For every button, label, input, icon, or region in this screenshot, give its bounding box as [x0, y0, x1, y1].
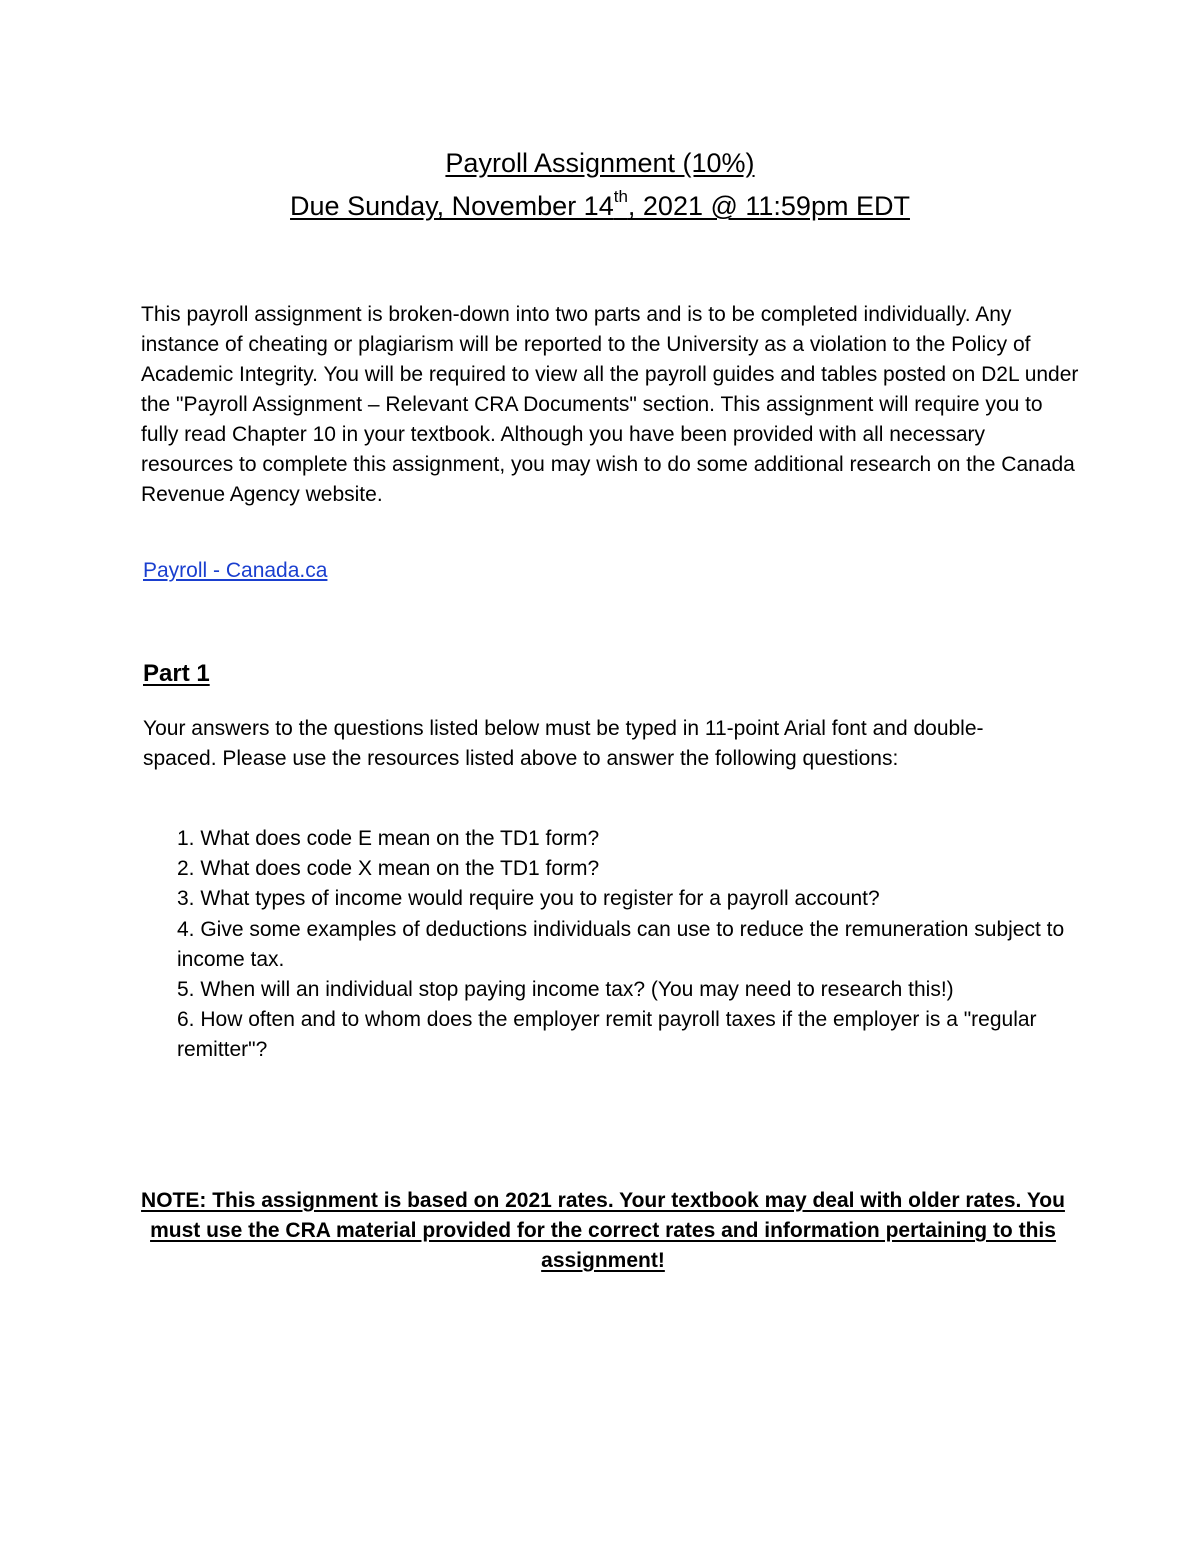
question-list	[177, 824, 1077, 1066]
page-title: Payroll Assignment (10%)	[445, 148, 755, 178]
question-item: 2. What does code X mean on the TD1 form?	[177, 857, 600, 881]
due-date-line	[0, 187, 1200, 222]
part-1-instructions: Your answers to the questions listed below must be typed in 11-point Arial font and double-spaced. Please use the resources listed above to answer the following questions:	[143, 717, 984, 770]
payroll-canada-link[interactable]: Payroll - Canada.ca	[143, 559, 328, 582]
question-item: 6. How often and to whom does the employer remit payroll taxes if the employer is a "regular remitter"?	[177, 1008, 1037, 1062]
question-item: 5. When will an individual stop paying income tax? (You may need to research this!)	[177, 978, 954, 1002]
rates-note: NOTE: This assignment is based on 2021 rates. Your textbook may deal with older rates. You must use the CRA material provided for the correct rates and information pertaining to this assignment!	[141, 1189, 1065, 1272]
part-1-heading: Part 1	[143, 660, 210, 687]
question-item: 1. What does code E mean on the TD1 form?	[177, 827, 600, 850]
question-item: 3. What types of income would require you to register for a payroll account?	[177, 887, 880, 911]
intro-paragraph: This payroll assignment is broken-down into two parts and is to be completed individually. Any instance of cheating or plagiarism will be reported to the University as a violation to the Policy of Academic Integrity. You will be required to view all the payroll guides and tables posted on D2L under the "Payroll Assignment – Relevant CRA Documents" section. This assignment will require you to fully read Chapter 10 in your textbook. Although you have been provided with all necessary resources to complete this assignment, you may wish to do some additional research on the Canada Revenue Agency website.	[141, 303, 1079, 506]
question-item: 4. Give some examples of deductions individuals can use to reduce the remuneration subject to income tax.	[177, 917, 1065, 971]
due-date-ordinal: th	[613, 187, 628, 206]
due-date-text: Due Sunday, November 14	[290, 191, 614, 221]
due-date-time: , 2021 @ 11:59pm EDT	[627, 191, 910, 221]
